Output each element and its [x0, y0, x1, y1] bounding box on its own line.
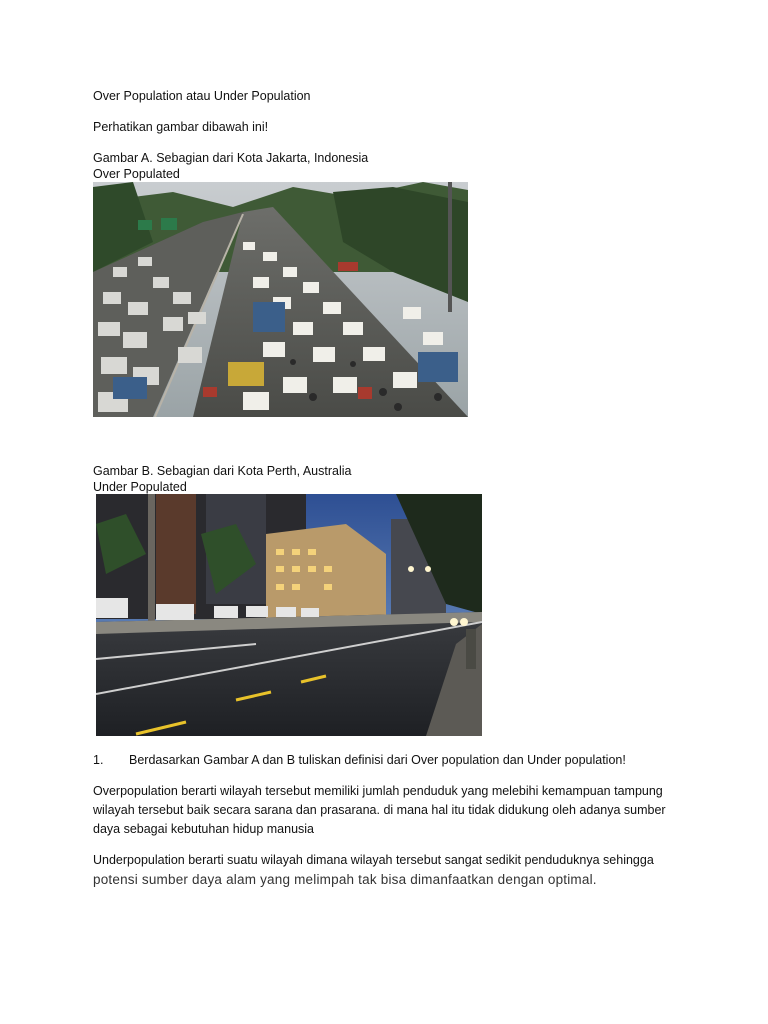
answer-underpopulation-part2: potensi sumber daya alam yang melimpah tak bisa dimanfaatkan dengan optimal. — [93, 872, 597, 887]
jakarta-traffic-photo — [93, 182, 468, 417]
question-text: Berdasarkan Gambar A dan B tuliskan definisi dari Over population dan Under population! — [129, 753, 626, 767]
answer-underpopulation-part1: Underpopulation berarti suatu wilayah dimana wilayah tersebut sangat sedikit penduduknya sehingga — [93, 853, 654, 867]
figure-a-label: Over Populated — [93, 167, 180, 181]
question-number: 1. — [93, 753, 104, 767]
figure-a-caption: Gambar A. Sebagian dari Kota Jakarta, Indonesia — [93, 151, 369, 165]
answer-underpopulation — [93, 851, 683, 890]
answer-overpopulation: Overpopulation berarti wilayah tersebut memiliki jumlah penduduk yang melebihi kemampuan tampung wilayah tersebut baik secara sarana dan prasarana. di mana hal itu tidak didukung oleh adanya sumber daya sebagai kebutuhan hidup manusia — [93, 784, 666, 836]
figure-b-label: Under Populated — [93, 480, 187, 494]
perth-street-photo — [96, 494, 482, 736]
question-1 — [93, 752, 626, 768]
instruction-text: Perhatikan gambar dibawah ini! — [93, 120, 269, 134]
document-title: Over Population atau Under Population — [93, 89, 311, 103]
figure-b-caption: Gambar B. Sebagian dari Kota Perth, Australia — [93, 464, 352, 478]
